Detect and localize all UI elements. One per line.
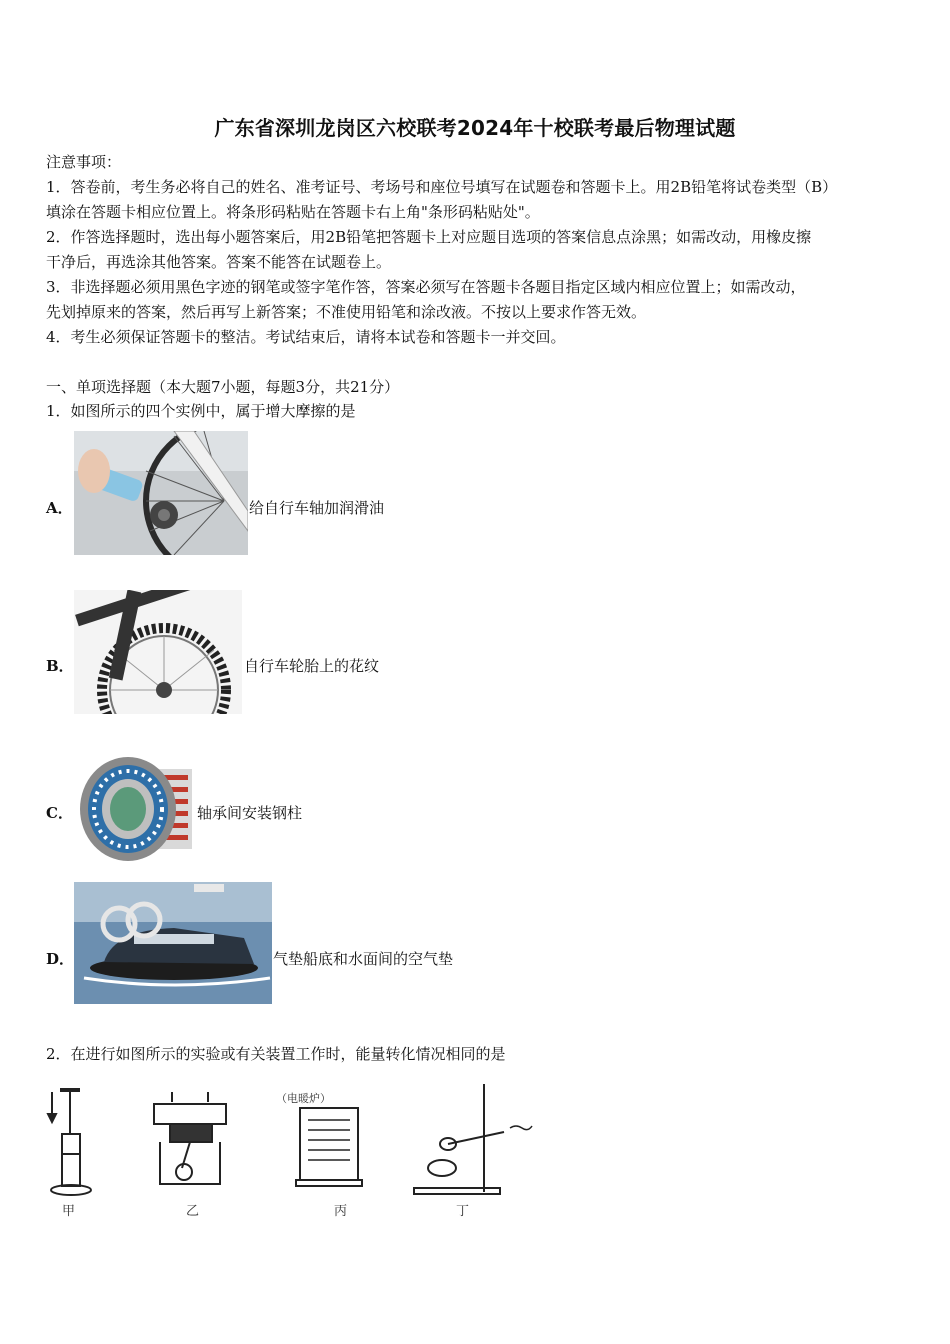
section-heading: 一、单项选择题（本大题7小题，每题3分，共21分） [46,378,400,396]
notice-line: 2．作答选择题时，选出每小题答案后，用2B铅笔把答题卡上对应题目选项的答案信息点涂黑；如需改动，用橡皮擦 [46,228,812,246]
question-1-stem: 1．如图所示的四个实例中，属于增大摩擦的是 [46,402,356,420]
notice-line: 填涂在答题卡相应位置上。将条形码粘贴在答题卡右上角"条形码粘贴处"。 [46,203,540,221]
bearing-image [76,753,196,865]
figure-label-bing: 丙 [334,1204,348,1219]
notice-heading: 注意事项： [46,153,122,171]
option-b-text: 自行车轮胎上的花纹 [244,657,380,675]
notice-line: 先划掉原来的答案，然后再写上新答案；不准使用铅笔和涂改液。不按以上要求作答无效。 [46,303,647,321]
notice-line: 1．答卷前，考生务必将自己的姓名、准考证号、考场号和座位号填写在试题卷和答题卡上。用2B铅笔将试卷类型（B） [46,178,838,196]
option-d-letter: D． [46,950,75,968]
notice-line: 4．考生必须保证答题卡的整洁。考试结束后，请将本试卷和答题卡一并交回。 [46,328,566,346]
option-d-text: 气垫船底和水面间的空气垫 [273,950,454,968]
bicycle-tire-image [74,590,242,714]
bicycle-oil-image [74,431,248,555]
question-2-stem: 2．在进行如图所示的实验或有关装置工作时，能量转化情况相同的是 [46,1045,506,1063]
page-title: 广东省深圳龙岗区六校联考2024年十校联考最后物理试题 [214,116,736,140]
figure-label-ding: 丁 [456,1204,470,1219]
option-c-text: 轴承间安装钢柱 [197,804,303,822]
figure-label-jia: 甲 [62,1204,76,1219]
hovercraft-image [74,882,272,1004]
option-a-letter: A． [46,499,73,517]
heater-label: （电暖炉） [276,1092,331,1105]
notice-line: 3．非选择题必须用黑色字迹的钢笔或签字笔作答，答案必须写在答题卡各题目指定区域内相应位置上；如需改动， [46,278,806,296]
option-c-letter: C． [46,804,73,822]
option-b-letter: B． [46,657,74,675]
notice-line: 干净后，再选涂其他答案。答案不能答在试题卷上。 [46,253,392,271]
option-a-text: 给自行车轴加润滑油 [249,499,385,517]
figure-label-yi: 乙 [186,1204,200,1219]
